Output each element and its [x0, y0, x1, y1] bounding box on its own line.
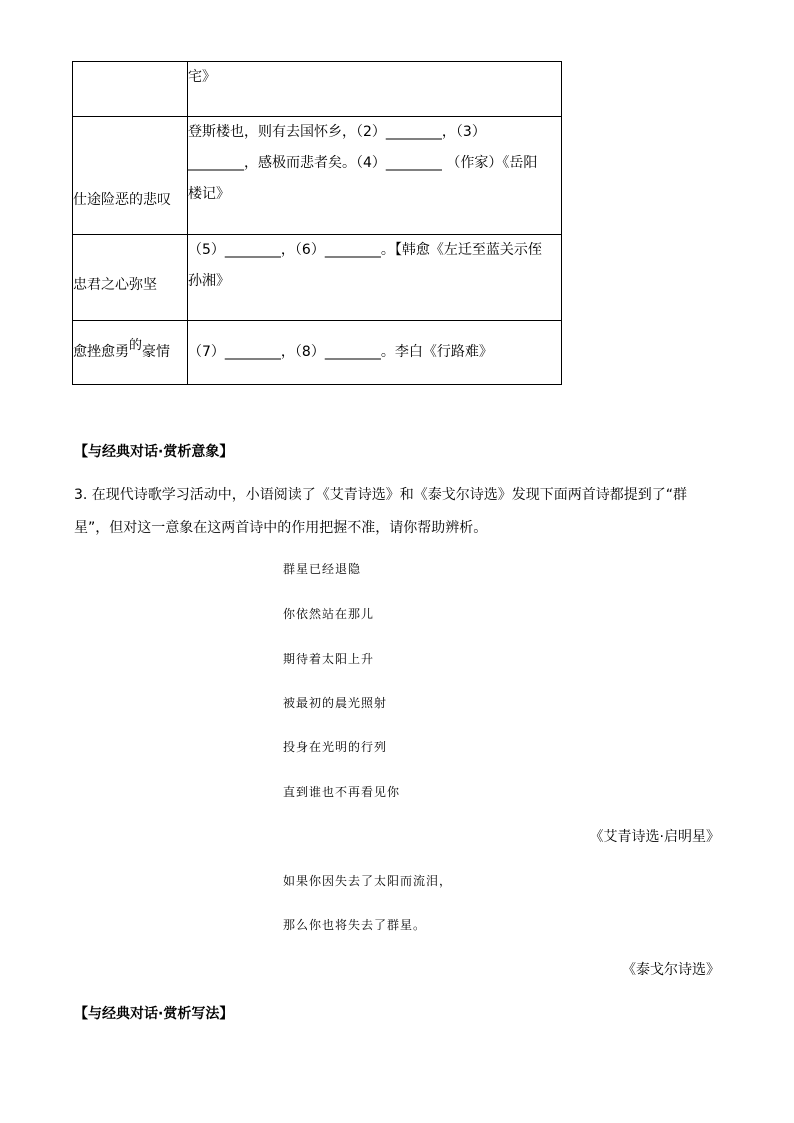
question-text [74, 479, 724, 545]
poem-line: 你依然站在那儿 [283, 607, 375, 621]
table-row [73, 235, 562, 321]
poetry-fill-in-table [72, 61, 562, 385]
question-line: 星”，但对这一意象在这两首诗中的作用把握不准，请你帮助辨析。 [74, 520, 488, 536]
theme-text-part: 豪情 [142, 344, 171, 360]
question-line: 3. 在现代诗歌学习活动中，小语阅读了《艾青诗选》和《泰戈尔诗选》发现下面两首诗都提到了“群 [74, 487, 688, 503]
theme-text [73, 338, 171, 360]
theme-text-raised: 的 [129, 338, 143, 353]
poem-line: 期待着太阳上升 [283, 652, 375, 666]
poem-source: 《泰戈尔诗选》 [622, 962, 720, 978]
poem-line: 那么你也将失去了群星。 [283, 918, 427, 932]
table-row [73, 321, 562, 385]
content-line: （5）________，（6）________。【韩愈《左迁至蓝关示侄 [188, 242, 542, 258]
poem-line: 投身在光明的行列 [283, 740, 388, 754]
content-cell [188, 62, 562, 117]
table-row [73, 62, 562, 117]
table-row [73, 117, 562, 235]
content-cell [188, 117, 562, 235]
theme-cell [73, 321, 188, 385]
content-line: 登斯楼也，则有去国怀乡，（2）________，（3） [188, 124, 486, 140]
content-text: 宅》 [188, 69, 216, 85]
section-heading: 【与经典对话·赏析意象】 [74, 444, 234, 460]
theme-cell [73, 62, 188, 117]
section-heading: 【与经典对话·赏析写法】 [74, 1006, 234, 1022]
poem-line: 如果你因失去了太阳而流泪， [283, 874, 453, 888]
poem-line: 直到谁也不再看见你 [283, 785, 401, 799]
content-text: （7）________，（8）________。李白《行路难》 [188, 344, 493, 360]
content-line: 楼记》 [188, 186, 230, 202]
poem-source: 《艾青诗选·启明星》 [589, 829, 720, 845]
content-cell [188, 321, 562, 385]
poem-line: 群星已经退隐 [283, 562, 362, 576]
theme-cell: 忠君之心弥坚 [73, 235, 188, 321]
content-line: ________，感极而悲者矣。（4）________ （作家）《岳阳 [188, 155, 538, 171]
theme-text-part: 愈挫愈勇 [73, 344, 129, 360]
poem-line: 被最初的晨光照射 [283, 696, 388, 710]
theme-cell: 仕途险恶的悲叹 [73, 117, 188, 235]
content-line: 孙湘》 [188, 273, 230, 289]
content-cell [188, 235, 562, 321]
